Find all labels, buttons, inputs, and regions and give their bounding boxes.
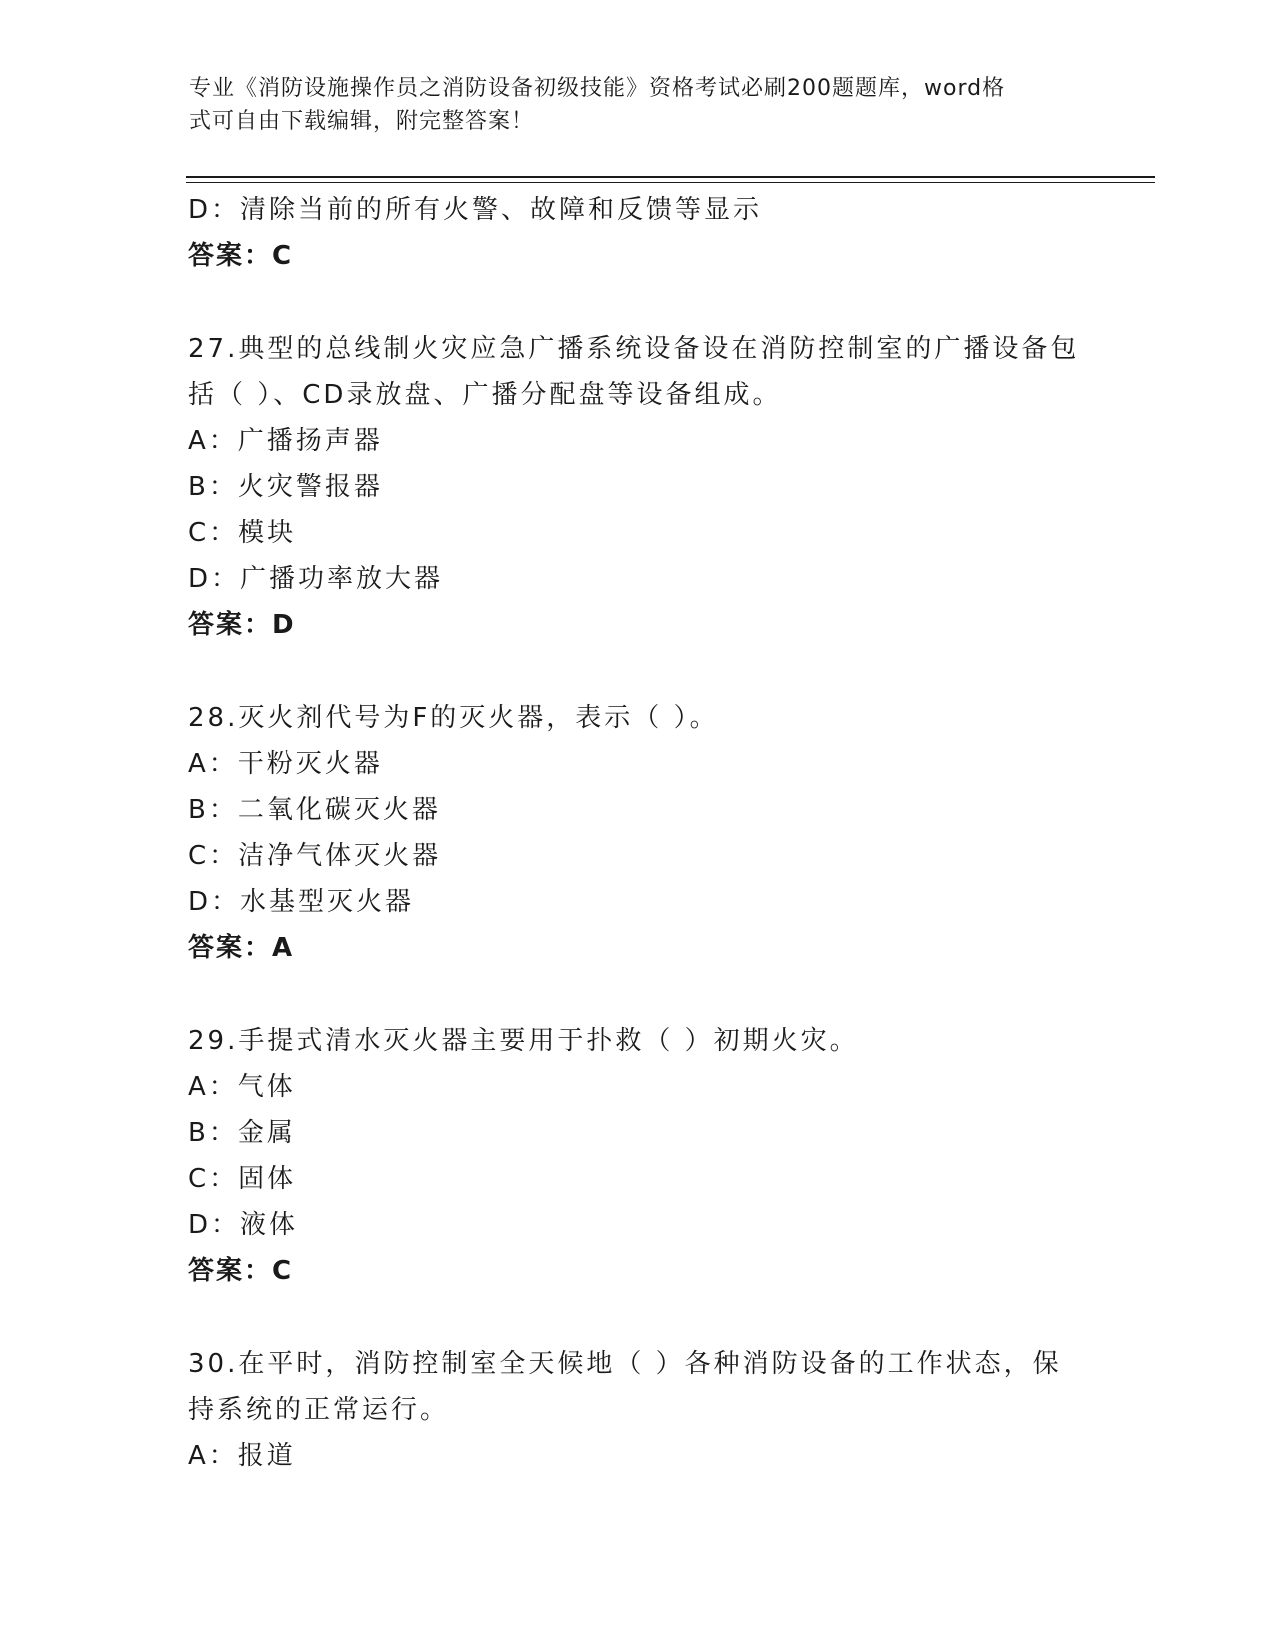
question-26-tail bbox=[188, 187, 1078, 279]
option-d: D：清除当前的所有火警、故障和反馈等显示 bbox=[188, 195, 763, 225]
option-a: A：报道 bbox=[188, 1441, 296, 1471]
option-d: D：水基型灭火器 bbox=[188, 887, 415, 917]
option-d: D：广播功率放大器 bbox=[188, 564, 444, 594]
option-a: A：广播扬声器 bbox=[188, 426, 383, 456]
document-header bbox=[189, 72, 1069, 138]
header-divider-thick bbox=[186, 176, 1155, 178]
option-c: C：洁净气体灭火器 bbox=[188, 841, 442, 871]
option-b: B：金属 bbox=[188, 1118, 296, 1148]
question-list bbox=[188, 187, 1078, 1479]
question-30 bbox=[188, 1341, 1078, 1479]
option-a: A：干粉灭火器 bbox=[188, 749, 383, 779]
answer: 答案：A bbox=[188, 933, 295, 963]
question-text-line-1: 30.在平时，消防控制室全天候地（ ）各种消防设备的工作状态，保 bbox=[188, 1349, 1062, 1379]
question-text-line-1: 29.手提式清水灭火器主要用于扑救（ ）初期火灾。 bbox=[188, 1026, 859, 1056]
question-28 bbox=[188, 695, 1078, 971]
question-text-line-2: 括（ ）、CD录放盘、广播分配盘等设备组成。 bbox=[188, 380, 782, 410]
header-divider-thin bbox=[186, 182, 1155, 183]
answer: 答案：D bbox=[188, 610, 296, 640]
question-text-line-1: 27.典型的总线制火灾应急广播系统设备设在消防控制室的广播设备包 bbox=[188, 334, 1080, 364]
option-b: B：火灾警报器 bbox=[188, 472, 383, 502]
answer: 答案：C bbox=[188, 241, 294, 271]
header-line-1: 专业《消防设施操作员之消防设备初级技能》资格考试必刷200题题库，word格 bbox=[189, 76, 1006, 101]
option-b: B：二氧化碳灭火器 bbox=[188, 795, 441, 825]
option-a: A：气体 bbox=[188, 1072, 296, 1102]
answer: 答案：C bbox=[188, 1256, 294, 1286]
question-27 bbox=[188, 326, 1078, 648]
option-d: D：液体 bbox=[188, 1210, 299, 1240]
option-c: C：模块 bbox=[188, 518, 297, 548]
question-text-line-1: 28.灭火剂代号为F的灭火器，表示（ ）。 bbox=[188, 703, 719, 733]
header-line-2: 式可自由下载编辑，附完整答案！ bbox=[189, 109, 535, 134]
question-29 bbox=[188, 1018, 1078, 1294]
option-c: C：固体 bbox=[188, 1164, 297, 1194]
question-text-line-2: 持系统的正常运行。 bbox=[188, 1395, 450, 1425]
